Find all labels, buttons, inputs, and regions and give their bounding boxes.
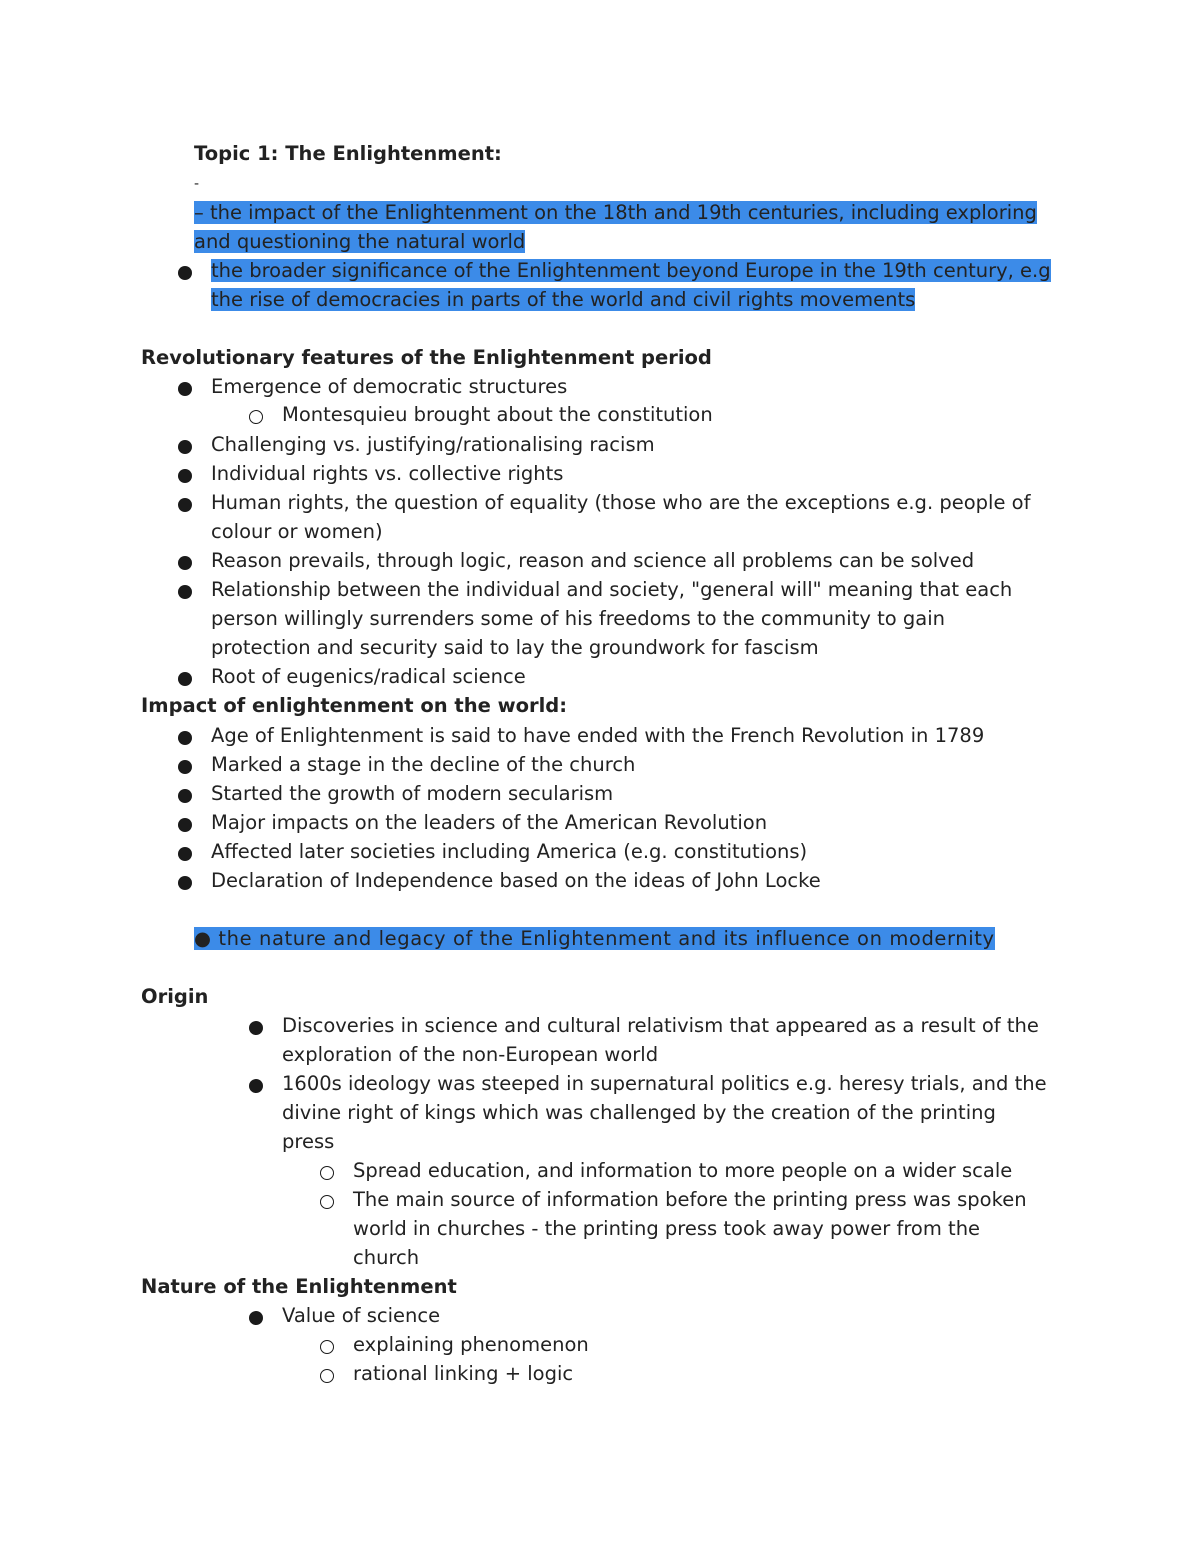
list-item: Spread education, and information to more people on a wider scale <box>353 1159 1013 1182</box>
section-heading: Nature of the Enlightenment <box>141 1275 457 1298</box>
highlight-line: the broader significance of the Enlightenment beyond Europe in the 19th century, e.g <box>211 259 1051 282</box>
highlight-line: and questioning the natural world <box>194 230 526 253</box>
bullet-icon <box>178 469 192 483</box>
section-heading: Impact of enlightenment on the world: <box>141 694 568 717</box>
list-item: Affected later societies including America (e.g. constitutions) <box>211 840 808 863</box>
list-item: divine right of kings which was challenged by the creation of the printing <box>282 1101 996 1124</box>
bullet-icon <box>178 789 192 803</box>
list-item: Montesquieu brought about the constitution <box>282 403 713 426</box>
highlight-line: – the impact of the Enlightenment on the 18th and 19th centuries, including exploring <box>194 201 1037 224</box>
bullet-icon <box>178 498 192 512</box>
list-item: 1600s ideology was steeped in supernatural politics e.g. heresy trials, and the <box>282 1072 1047 1095</box>
list-item: colour or women) <box>211 520 383 543</box>
hollow-bullet-icon <box>320 1340 334 1354</box>
list-item: Human rights, the question of equality (those who are the exceptions e.g. people of <box>211 491 1031 514</box>
list-item: Individual rights vs. collective rights <box>211 462 564 485</box>
bullet-icon <box>178 847 192 861</box>
list-item: Age of Enlightenment is said to have ended with the French Revolution in 1789 <box>211 724 985 747</box>
bullet-icon <box>249 1079 263 1093</box>
list-item: Relationship between the individual and society, "general will" meaning that each <box>211 578 1013 601</box>
hollow-bullet-icon <box>249 410 263 424</box>
bullet-icon <box>178 585 192 599</box>
list-item: rational linking + logic <box>353 1362 574 1385</box>
bullet-icon <box>178 556 192 570</box>
bullet-icon <box>178 440 192 454</box>
list-item: Root of eugenics/radical science <box>211 665 526 688</box>
topic-title: Topic 1: The Enlightenment: <box>194 142 502 165</box>
list-item: protection and security said to lay the groundwork for fascism <box>211 636 819 659</box>
dash-line: - <box>194 176 200 192</box>
bullet-icon <box>178 876 192 890</box>
hollow-bullet-icon <box>320 1195 334 1209</box>
bullet-icon <box>178 382 192 396</box>
highlight-line: the rise of democracies in parts of the world and civil rights movements <box>211 288 916 311</box>
hollow-bullet-icon <box>320 1166 334 1180</box>
bullet-icon <box>178 672 192 686</box>
list-item: explaining phenomenon <box>353 1333 589 1356</box>
bullet-icon <box>178 760 192 774</box>
list-item: The main source of information before the printing press was spoken <box>353 1188 1027 1211</box>
list-item: Major impacts on the leaders of the American Revolution <box>211 811 768 834</box>
bullet-icon <box>249 1311 263 1325</box>
highlight-line: ● the nature and legacy of the Enlightenment and its influence on modernity <box>194 927 995 950</box>
section-heading: Origin <box>141 985 209 1008</box>
list-item: world in churches - the printing press took away power from the <box>353 1217 981 1240</box>
list-item: Value of science <box>282 1304 441 1327</box>
bullet-icon <box>178 818 192 832</box>
bullet-icon <box>178 731 192 745</box>
hollow-bullet-icon <box>320 1369 334 1383</box>
list-item: exploration of the non-European world <box>282 1043 659 1066</box>
list-item: Emergence of democratic structures <box>211 375 568 398</box>
list-item: Challenging vs. justifying/rationalising racism <box>211 433 655 456</box>
bullet-icon <box>178 266 192 280</box>
bullet-icon <box>249 1021 263 1035</box>
list-item: Declaration of Independence based on the ideas of John Locke <box>211 869 821 892</box>
list-item: person willingly surrenders some of his freedoms to the community to gain <box>211 607 945 630</box>
list-item: church <box>353 1246 420 1269</box>
list-item: Discoveries in science and cultural relativism that appeared as a result of the <box>282 1014 1039 1037</box>
list-item: press <box>282 1130 335 1153</box>
list-item: Marked a stage in the decline of the church <box>211 753 636 776</box>
list-item: Reason prevails, through logic, reason and science all problems can be solved <box>211 549 975 572</box>
section-heading: Revolutionary features of the Enlightenment period <box>141 346 712 369</box>
list-item: Started the growth of modern secularism <box>211 782 614 805</box>
